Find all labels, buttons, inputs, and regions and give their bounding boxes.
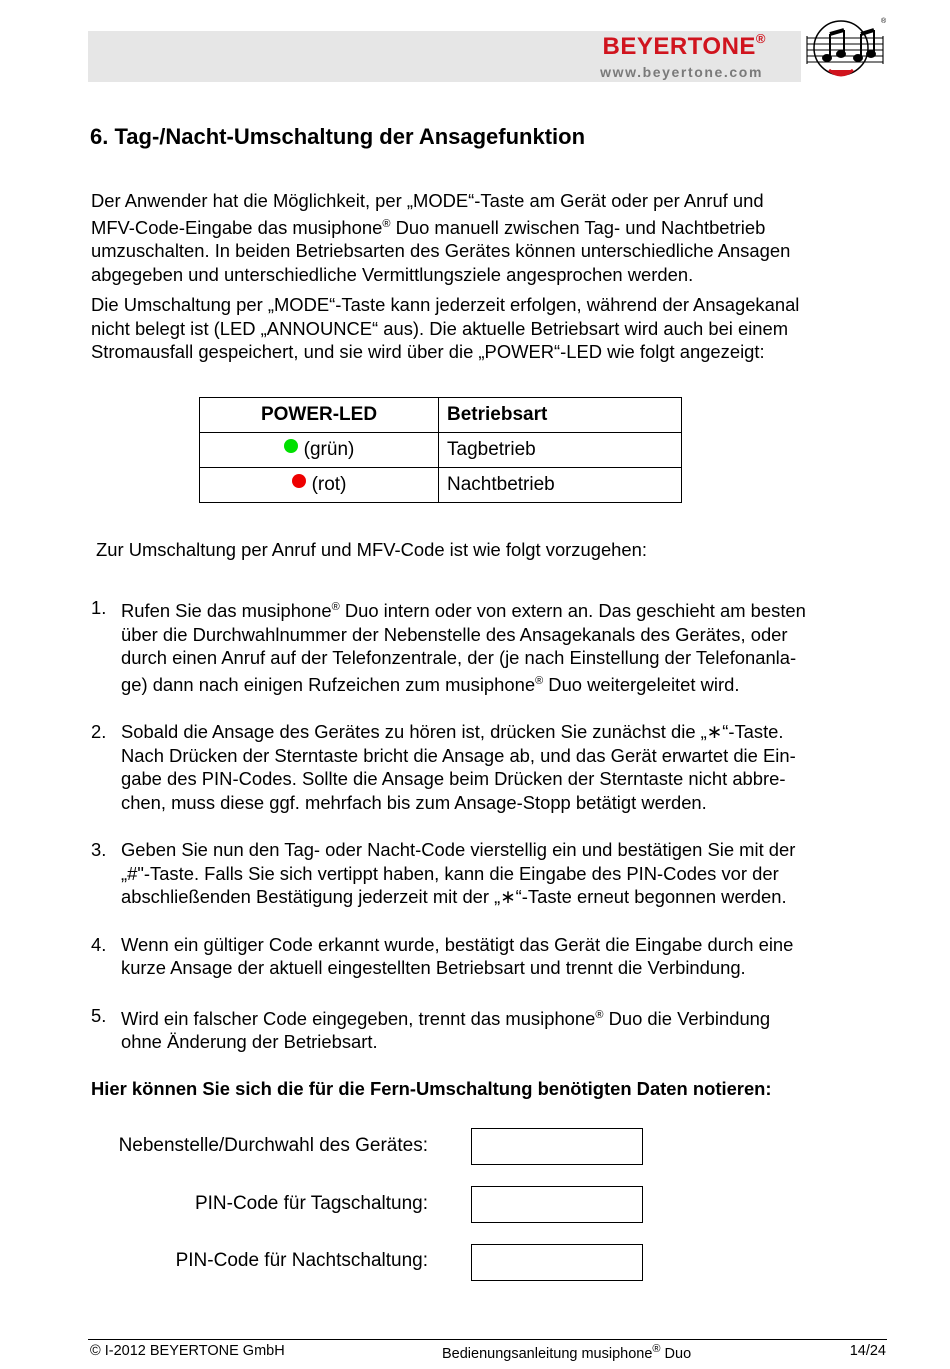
power-led-table <box>199 397 682 503</box>
list-item: 1. Rufen Sie das musiphone® Duo intern oder von extern an. Das geschieht am besten über die Durchwahlnummer der Nebenstelle des Ansagekanals des Gerätes, oder durch einen Anruf auf der Telefonzentrale, der (je nach Einstellung der Telefonanla- ge) dann nach einigen Rufzeichen zum musiphone® Duo weitergeleitet wird. <box>91 597 806 695</box>
night-pin-label: PIN-Code für Nachtschaltung: <box>175 1250 428 1271</box>
footer-copyright: © I-2012 BEYERTONE GmbH <box>90 1343 285 1359</box>
mode-cell: Tagbetrieb <box>439 433 682 468</box>
extension-label: Nebenstelle/Durchwahl des Gerätes: <box>118 1135 428 1156</box>
brand-name: BEYERTONE® <box>602 31 766 60</box>
led-cell: (rot) <box>200 468 439 503</box>
steps-intro: Zur Umschaltung per Anruf und MFV-Code ist wie folgt vorzugehen: <box>96 539 647 560</box>
led-cell: (grün) <box>200 433 439 468</box>
footer-divider <box>88 1339 887 1340</box>
intro-paragraph: Der Anwender hat die Möglichkeit, per „MODE“-Taste am Gerät oder per Anruf und MFV-Code-Eingabe das musiphone® Duo manuell zwischen Tag- und Nachtbetrieb umzuschalten. In beiden Betriebsarten des Gerätes können unterschiedliche Ansagen abgegeben und unterschiedliche Vermittlungsziele angesprochen werden. <box>91 190 791 285</box>
svg-text:®: ® <box>881 18 887 25</box>
green-led-icon <box>284 439 298 453</box>
table-header-row <box>200 398 682 433</box>
brand-url: www.beyertone.com <box>600 64 763 80</box>
day-pin-field[interactable] <box>471 1186 643 1223</box>
table-row <box>200 433 682 468</box>
music-notes-logo-icon <box>805 14 887 84</box>
mode-cell: Nachtbetrieb <box>439 468 682 503</box>
list-item: 3. Geben Sie nun den Tag- oder Nacht-Code vierstellig ein und bestätigen Sie mit der „#"-Taste. Falls Sie sich vertippt haben, kann die Eingabe des PIN-Codes vor der abschließenden Bestätigung jederzeit mit der „∗“-Taste erneut begonnen werden. <box>91 839 796 908</box>
list-item: 5. Wird ein falscher Code eingegeben, trennt das musiphone® Duo die Verbindung ohne Änderung der Betriebsart. <box>91 1004 771 1053</box>
table-header-mode: Betriebsart <box>439 398 682 433</box>
footer-page-number: 14/24 <box>849 1343 886 1359</box>
table-header-led: POWER-LED <box>200 398 439 433</box>
footer-title: Bedienungsanleitung musiphone® Duo <box>442 1343 692 1362</box>
steps-list <box>91 596 891 1078</box>
day-pin-label: PIN-Code für Tagschaltung: <box>194 1193 428 1214</box>
notes-heading: Hier können Sie sich die für die Fern-Umschaltung benötigten Daten notieren: <box>91 1078 772 1099</box>
list-item: 4. Wenn ein gültiger Code erkannt wurde, bestätigt das Gerät die Eingabe durch eine kurze Ansage der aktuell eingestellten Betriebsart und trennt die Verbindung. <box>91 933 794 979</box>
list-item: 2. Sobald die Ansage des Gerätes zu hören ist, drücken Sie zunächst die „∗“-Taste. Nach Drücken der Sterntaste bricht die Ansage ab, und das Gerät erwartet die Ein- gabe des PIN-Codes. Sollte die Ansage beim Drücken der Sterntaste nicht abbre- chen, muss diese ggf. mehrfach bis zum Ansage-Stopp betätigt werden. <box>91 721 796 813</box>
red-led-icon <box>292 474 306 488</box>
table-row <box>200 468 682 503</box>
night-pin-field[interactable] <box>471 1244 643 1281</box>
header-bar <box>88 31 801 82</box>
section-heading: 6. Tag-/Nacht-Umschaltung der Ansagefunktion <box>90 124 586 149</box>
mode-paragraph: Die Umschaltung per „MODE“-Taste kann jederzeit erfolgen, während der Ansagekanal nicht belegt ist (LED „ANNOUNCE“ aus). Die aktuelle Betriebsart wird auch bei einem Stromausfall gespeichert, und sie wird über die „POWER“-LED wie folgt angezeigt: <box>91 294 800 362</box>
extension-field[interactable] <box>471 1128 643 1165</box>
